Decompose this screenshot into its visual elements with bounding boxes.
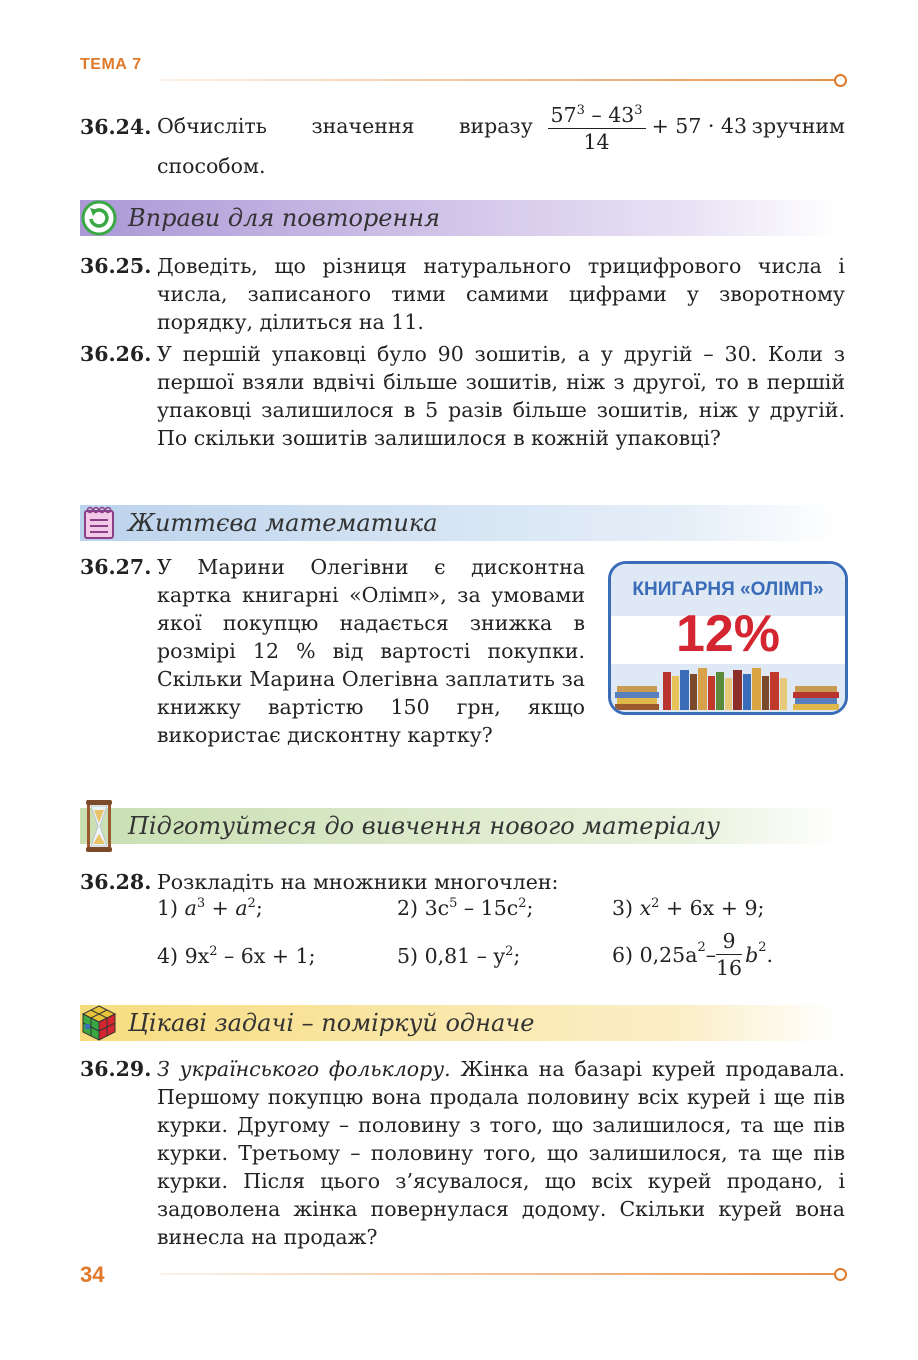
exercise-text-b: зручним xyxy=(751,114,845,139)
hourglass-icon xyxy=(80,800,118,852)
recycle-icon xyxy=(80,199,118,237)
expression-tail: + 57 · 43 xyxy=(651,114,747,139)
exercise-text xyxy=(157,98,845,155)
rubiks-cube-icon xyxy=(80,1004,118,1042)
fraction-denominator: 14 xyxy=(583,129,610,154)
books-icon xyxy=(611,664,845,712)
header-rule-end xyxy=(834,74,847,87)
notepad-icon xyxy=(80,504,118,542)
fraction-denominator: 16 xyxy=(715,956,743,980)
fraction xyxy=(716,928,742,981)
exercise-number: 36.27. xyxy=(80,555,152,579)
exercise-text: Розкладіть на множники многочлен: xyxy=(157,870,559,894)
section-bar-interesting xyxy=(80,1005,840,1041)
exercise-number: 36.24. xyxy=(80,115,152,139)
header-rule xyxy=(160,79,836,81)
option-3: 3) $x^2 + 6x + 9$; xyxy=(612,896,765,920)
section-bar-review xyxy=(80,200,840,236)
card-discount: 12% xyxy=(675,605,781,663)
exercise-number: 36.29. xyxy=(80,1057,152,1081)
exercise-body: Жінка на базарі курей продавала. Першому покупцю вона продала половину всіх курей і ще пів курки. Другому – половину з того, що залишилося, та ще пів курки. Третьому – половину того, що залишилося, та ще пів курки. Після цього з’ясувалося, що всіх курей продано, і задоволена жінка повернулася додому. Скільки курей вона винесла на продаж? xyxy=(157,1057,845,1249)
exercise-text-a: Обчисліть значення виразу xyxy=(157,114,533,139)
page-number: 34 xyxy=(80,1262,105,1287)
discount-card-image xyxy=(608,561,848,715)
option-6: 6) 0,25a $^2$ – $\frac{9}{16}$ b $^2$ . xyxy=(612,929,774,980)
exercise-text-c: способом. xyxy=(157,154,266,178)
exercise-number: 36.26. xyxy=(80,342,152,366)
section-title: Підготуйтеся до вивчення нового матеріалу xyxy=(128,812,721,840)
section-bar-prepare xyxy=(80,808,840,844)
fraction-expression xyxy=(548,98,747,155)
option-5: 5) $0,81 - y^2$; xyxy=(397,944,521,968)
section-bar-life-math xyxy=(80,505,840,541)
section-title: Життєва математика xyxy=(128,509,438,537)
footer-rule-end xyxy=(834,1268,847,1281)
footer-rule xyxy=(160,1273,836,1275)
exercise-number: 36.25. xyxy=(80,254,152,278)
fraction-numerator: 9 xyxy=(716,928,742,955)
exercise-source: З українського фольклору. xyxy=(157,1057,451,1081)
exercise-number: 36.28. xyxy=(80,870,152,894)
option-4: 4) $9x^2 - 6x + 1$; xyxy=(157,944,316,968)
card-title: КНИГАРНЯ «ОЛІМП» xyxy=(611,564,845,616)
fraction xyxy=(548,98,646,155)
section-title: Вправи для повторення xyxy=(128,204,440,232)
exercise-text: У першій упаковці було 90 зошитів, а у другій – 30. Коли з першої взяли вдвічі більше зошитів, ніж з другої, то в першій упаковці залишилося в 5 разів більше зошитів, ніж у другій. По скільки зошитів залишилося в кожній упаковці? xyxy=(157,342,845,450)
exercise-text: Доведіть, що різниця натурального трицифрового числа і числа, записаного тими самими цифрами у зворотному порядку, ділиться на 11. xyxy=(157,254,845,334)
option-1: 1) $a^3 + a^2$; xyxy=(157,896,263,920)
option-2: 2) $3c^5 - 15c^2$; xyxy=(397,896,534,920)
section-title: Цікаві задачі – поміркуй одначе xyxy=(128,1009,535,1037)
exercise-text: У Марини Олегівни є дисконтна картка книгарні «Олімп», за умовами якої покупцю надається знижка в розмірі 12 % від вартості покупки. Скільки Марина Олегівна заплатить за книжку вартістю 150 грн, якщо використає дисконтну картку? xyxy=(157,555,585,747)
exercise-text xyxy=(157,1055,845,1251)
topic-label: ТЕМА 7 xyxy=(80,56,142,73)
fraction-numerator: $57^3 - 43^3$ xyxy=(548,98,646,129)
